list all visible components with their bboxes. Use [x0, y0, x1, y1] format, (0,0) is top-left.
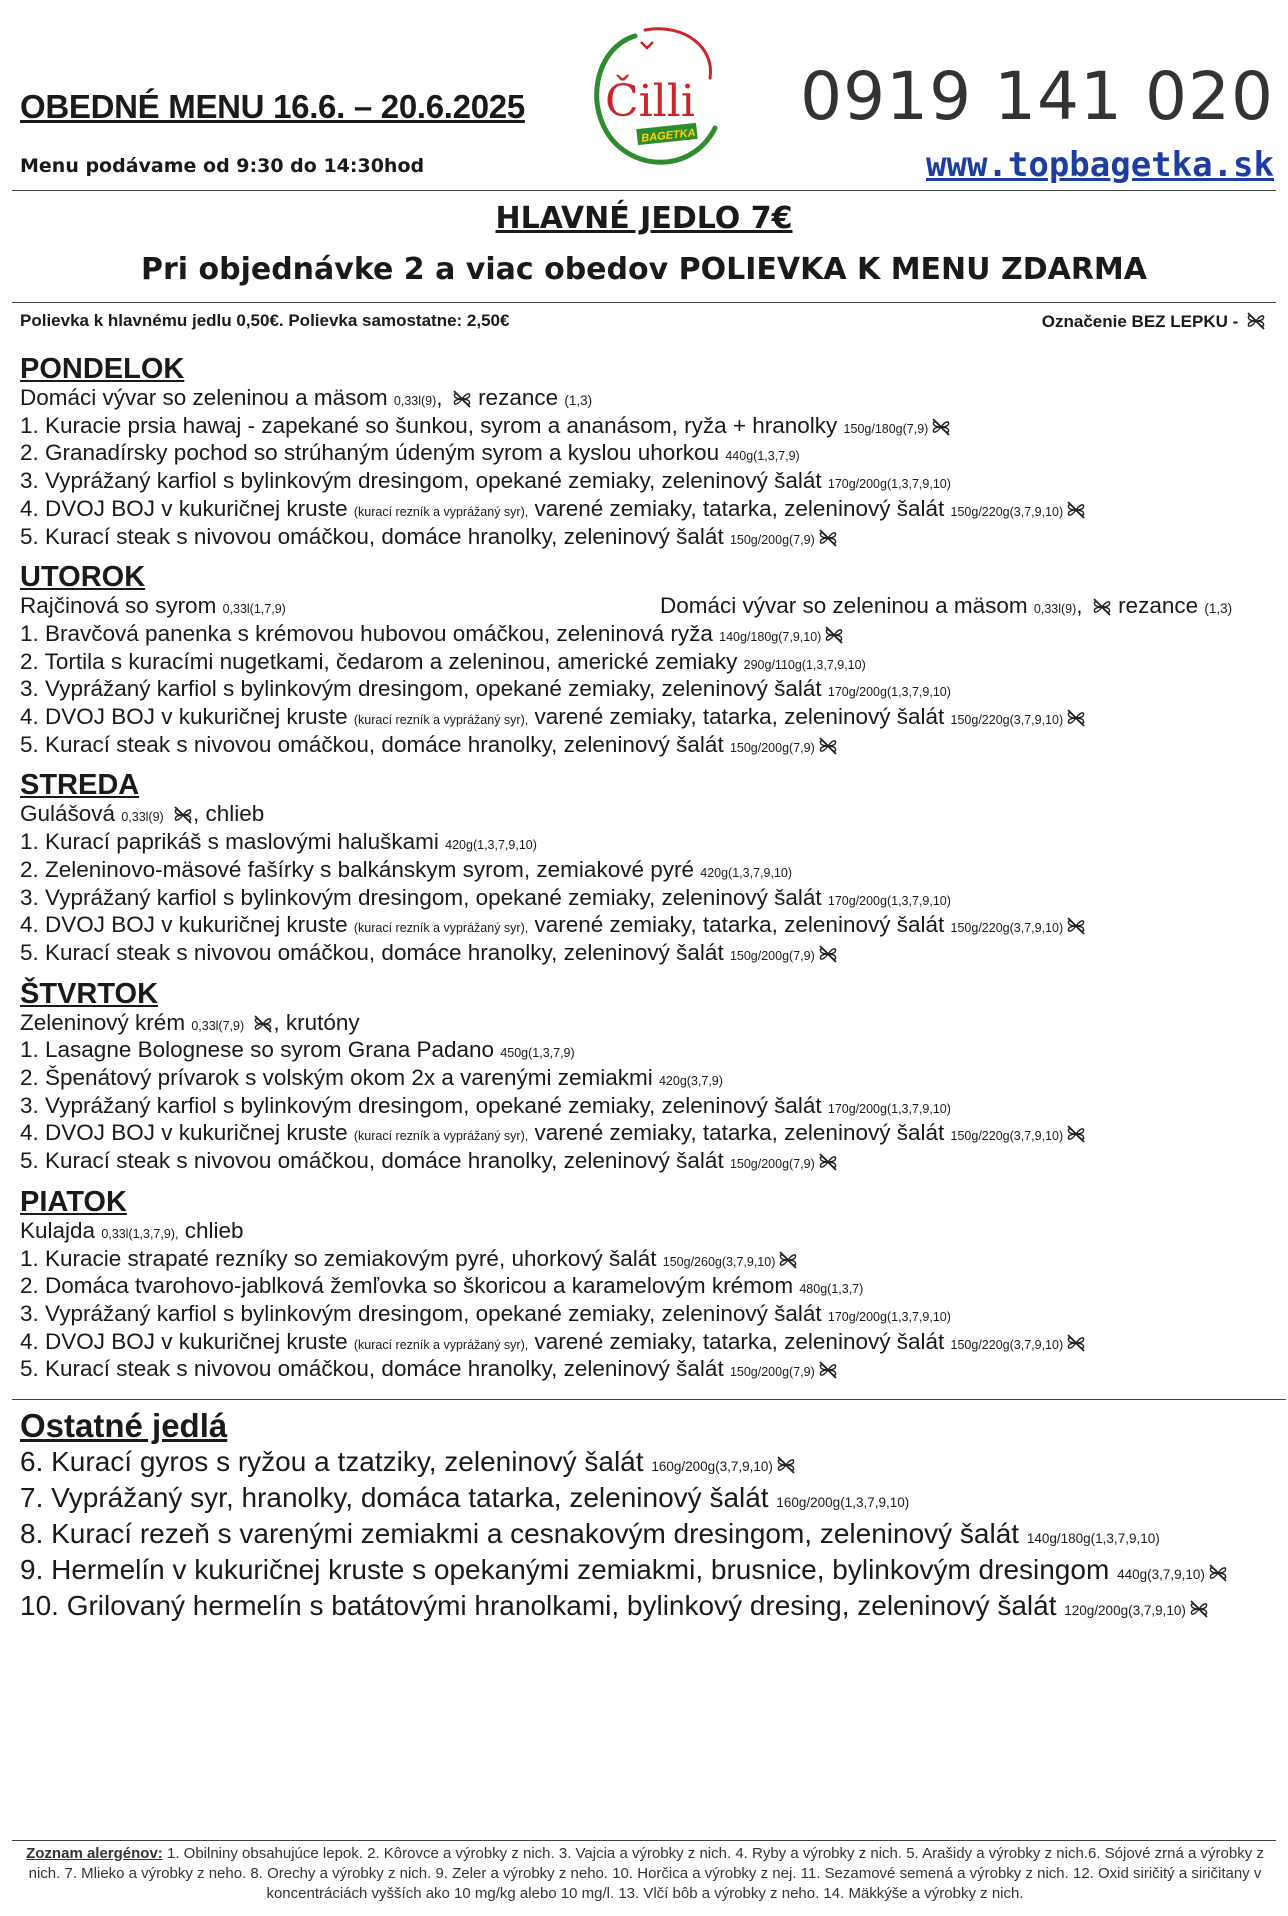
- menu-item: [20, 1247, 1270, 1275]
- allergen-weight-note: 440g(1,3,7,9): [725, 449, 800, 464]
- allergen-weight-note: 150g/220g(3,7,9,10): [950, 921, 1064, 936]
- logo-sub: BAGETKA: [640, 127, 697, 145]
- other-dish-item: [20, 1482, 1270, 1518]
- allergen-weight-note: 420g(1,3,7,9,10): [445, 838, 537, 853]
- dish-text: 5. Kurací steak s nivovou omáčkou, domáce hranolky, zeleninový šalát: [20, 523, 730, 549]
- dish-text: chlieb: [178, 1217, 244, 1243]
- allergen-weight-note: 170g/200g(1,3,7,9,10): [827, 1309, 951, 1324]
- day-heading: UTOROK: [20, 561, 146, 594]
- allergen-weight-note: 420g(3,7,9): [658, 1074, 723, 1089]
- gluten-free-icon: [253, 1014, 273, 1034]
- menu-item: [20, 913, 1270, 941]
- soup-row: [20, 1219, 1270, 1247]
- menu-item: [20, 469, 1270, 497]
- dish-text: 3. Vyprážaný karfiol s bylinkovým dresingom, opekané zemiaky, zeleninový šalát: [20, 1092, 828, 1118]
- dish-text: , krutóny: [273, 1009, 360, 1035]
- gluten-free-icon: [776, 1455, 796, 1475]
- gluten-free-icon: [1189, 1599, 1209, 1619]
- allergen-weight-note: 0,33l(1,3,7,9),: [101, 1226, 179, 1241]
- menu-item: [20, 622, 1270, 650]
- dish-text: 1. Kuracie strapaté rezníky so zemiakovým pyré, uhorkový šalát: [20, 1245, 663, 1271]
- dish-text: 5. Kurací steak s nivovou omáčkou, domáce hranolky, zeleninový šalát: [20, 1148, 730, 1174]
- dish-text: 4. DVOJ BOJ v kukuričnej kruste: [20, 1120, 354, 1146]
- dish-text: 10. Grilovaný hermelín s batátovými hranolkami, bylinkový dresing, zeleninový šalát: [20, 1590, 1065, 1622]
- soup-row: [20, 802, 1270, 830]
- divider: [12, 1399, 1286, 1400]
- website-link[interactable]: www.topbagetka.sk: [926, 145, 1274, 185]
- day-heading: PIATOK: [20, 1185, 127, 1218]
- other-dishes-list: [20, 1446, 1270, 1626]
- day-section: [20, 768, 1270, 968]
- dish-text: 8. Kurací rezeň s varenými zemiakmi a cesnakovým dresingom, zeleninový šalát: [20, 1518, 1027, 1550]
- soup-prices: Polievka k hlavnému jedlu 0,50€. Polievka samostatne: 2,50€: [20, 311, 510, 330]
- dish-text: 3. Vyprážaný karfiol s bylinkovým dresingom, opekané zemiaky, zeleninový šalát: [20, 468, 828, 494]
- allergen-weight-note: 170g/200g(1,3,7,9,10): [827, 1101, 951, 1116]
- allergen-weight-note: 170g/200g(1,3,7,9,10): [827, 685, 951, 700]
- gluten-free-icon: [818, 736, 838, 756]
- day-section: [20, 560, 1270, 760]
- menu-item: [20, 414, 1270, 442]
- menu-item: [20, 886, 1270, 914]
- dish-text: 4. DVOJ BOJ v kukuričnej kruste: [20, 912, 354, 938]
- allergen-weight-note: 440g(3,7,9,10): [1117, 1567, 1205, 1583]
- allergen-weight-note: 0,33l(7,9): [191, 1018, 245, 1033]
- dish-text: 1. Bravčová panenka s krémovou hubovou omáčkou, zeleninová ryža: [20, 620, 720, 646]
- cilli-logo: [575, 18, 735, 178]
- dish-text: rezance: [471, 385, 565, 410]
- gluten-free-icon: [1246, 311, 1266, 331]
- allergen-weight-note: 150g/180g(7,9): [843, 421, 929, 436]
- day-sections: [20, 352, 1270, 1385]
- allergen-weight-note: 420g(1,3,7,9,10): [700, 865, 792, 880]
- dish-text: 1. Kuracie prsia hawaj - zapekané so šunkou, syrom a ananásom, ryža + hranolky: [20, 412, 844, 438]
- allergen-weight-note: (kurací rezník a vyprážaný syr),: [353, 713, 529, 728]
- dish-text: Rajčinová so syrom: [20, 593, 223, 619]
- menu-item: [20, 1330, 1270, 1358]
- menu-item: [20, 677, 1270, 705]
- allergen-weight-note: 140g/180g(7,9,10): [719, 629, 822, 644]
- dish-text: 3. Vyprážaný karfiol s bylinkovým dresingom, opekané zemiaky, zeleninový šalát: [20, 676, 828, 702]
- dish-text: 2. Granadírsky pochod so strúhaným údeným syrom a kyslou uhorkou: [20, 440, 726, 466]
- dish-text: 1. Lasagne Bolognese so syrom Grana Padano: [20, 1037, 501, 1063]
- dish-text: ,: [436, 385, 449, 410]
- menu-item: [20, 1302, 1270, 1330]
- allergen-weight-note: 150g/220g(3,7,9,10): [950, 713, 1064, 728]
- allergen-weight-note: 0,33l(9): [121, 810, 164, 825]
- allergen-label: Zoznam alergénov:: [26, 1845, 163, 1862]
- gluten-free-icon: [452, 389, 472, 409]
- allergen-weight-note: 170g/200g(1,3,7,9,10): [827, 893, 951, 908]
- dish-text: 1. Kurací paprikáš s maslovými haluškami: [20, 829, 446, 855]
- allergen-weight-note: 150g/200g(7,9): [729, 740, 815, 755]
- other-dish-item: [20, 1446, 1270, 1482]
- dish-text: 2. Zeleninovo-mäsové fašírky s balkánskym syrom, zemiakové pyré: [20, 856, 701, 882]
- soup-item: [20, 593, 286, 618]
- menu-title: OBEDNÉ MENU 16.6. – 20.6.2025: [20, 88, 525, 125]
- allergen-weight-note: 480g(1,3,7): [799, 1282, 864, 1297]
- allergen-weight-note: 0,33l(9): [1033, 602, 1077, 617]
- soup-item: [20, 1010, 360, 1035]
- allergen-weight-note: (1,3): [564, 393, 593, 408]
- allergen-weight-note: 160g/200g(3,7,9,10): [651, 1459, 773, 1475]
- menu-item: [20, 1274, 1270, 1302]
- dish-text: ,: [1076, 593, 1089, 619]
- dish-text: 4. DVOJ BOJ v kukuričnej kruste: [20, 704, 354, 730]
- soup-item: [20, 801, 264, 826]
- dish-text: 4. DVOJ BOJ v kukuričnej kruste: [20, 1328, 354, 1354]
- menu-item: [20, 1149, 1270, 1177]
- soup-item: [20, 385, 592, 410]
- serving-hours: Menu podávame od 9:30 do 14:30hod: [20, 155, 425, 177]
- dish-text: rezance: [1111, 593, 1205, 619]
- divider: [12, 302, 1276, 303]
- other-dish-item: [20, 1554, 1270, 1590]
- gluten-free-icon: [1092, 597, 1112, 617]
- menu-content: [20, 352, 1270, 1626]
- allergen-weight-note: (kurací rezník a vyprážaný syr),: [353, 1129, 529, 1144]
- allergen-weight-note: 450g(1,3,7,9): [500, 1046, 575, 1061]
- menu-item: [20, 497, 1270, 525]
- dish-text: varené zemiaky, tatarka, zeleninový šalát: [528, 1328, 951, 1354]
- allergen-weight-note: 150g/260g(3,7,9,10): [662, 1254, 776, 1269]
- dish-text: varené zemiaky, tatarka, zeleninový šalát: [528, 912, 951, 938]
- dish-text: 5. Kurací steak s nivovou omáčkou, domáce hranolky, zeleninový šalát: [20, 1356, 730, 1382]
- allergen-weight-note: (1,3): [1204, 601, 1233, 617]
- day-section: [20, 1185, 1270, 1385]
- dish-text: 3. Vyprážaný karfiol s bylinkovým dresingom, opekané zemiaky, zeleninový šalát: [20, 884, 828, 910]
- dish-text: Gulášová: [20, 801, 122, 827]
- menu-item: [20, 1066, 1270, 1094]
- other-dish-item: [20, 1590, 1270, 1626]
- phone-number: 0919 141 020: [800, 58, 1274, 135]
- dish-text: 4. DVOJ BOJ v kukuričnej kruste: [20, 495, 354, 521]
- allergen-weight-note: 170g/200g(1,3,7,9,10): [827, 477, 951, 492]
- dish-text: 6. Kurací gyros s ryžou a tzatziky, zeleninový šalát: [20, 1446, 652, 1478]
- other-dishes-title: Ostatné jedlá: [20, 1407, 228, 1445]
- dish-text: 5. Kurací steak s nivovou omáčkou, domáce hranolky, zeleninový šalát: [20, 731, 730, 757]
- day-heading: STREDA: [20, 769, 140, 802]
- dish-text: varené zemiaky, tatarka, zeleninový šalát: [528, 704, 951, 730]
- allergen-weight-note: 120g/200g(3,7,9,10): [1064, 1603, 1186, 1619]
- menu-item: [20, 1121, 1270, 1149]
- gluten-free-icon: [818, 944, 838, 964]
- day-heading: ŠTVRTOK: [20, 977, 159, 1010]
- dish-text: Zeleninový krém: [20, 1009, 192, 1035]
- dish-text: varené zemiaky, tatarka, zeleninový šalát: [528, 1120, 951, 1146]
- menu-item: [20, 1357, 1270, 1385]
- allergen-weight-note: 140g/180g(1,3,7,9,10): [1026, 1531, 1160, 1547]
- allergen-weight-note: 0,33l(1,7,9): [222, 602, 286, 617]
- gluten-free-icon: [173, 805, 193, 825]
- gluten-free-icon: [818, 1360, 838, 1380]
- dish-text: varené zemiaky, tatarka, zeleninový šalát: [528, 495, 951, 521]
- menu-item: [20, 650, 1270, 678]
- gluten-free-icon: [818, 1152, 838, 1172]
- allergen-weight-note: 150g/200g(7,9): [729, 948, 815, 963]
- gluten-free-icon: [818, 528, 838, 548]
- gluten-free-legend: [1042, 311, 1266, 332]
- gluten-free-icon: [1208, 1563, 1228, 1583]
- divider: [12, 190, 1276, 191]
- gluten-free-legend-label: Označenie BEZ LEPKU -: [1041, 312, 1239, 331]
- menu-item: [20, 1094, 1270, 1122]
- menu-item: [20, 705, 1270, 733]
- soup-row: [20, 386, 1270, 414]
- allergen-weight-note: 150g/200g(7,9): [729, 1365, 815, 1380]
- gluten-free-icon: [1066, 916, 1086, 936]
- soup-row: [20, 594, 1270, 622]
- logo-text: Čilli: [605, 76, 695, 127]
- dish-text: , chlieb: [192, 801, 265, 827]
- allergen-weight-note: 150g/200g(7,9): [729, 532, 815, 547]
- dish-text: 5. Kurací steak s nivovou omáčkou, domáce hranolky, zeleninový šalát: [20, 939, 730, 965]
- dish-text: 3. Vyprážaný karfiol s bylinkovým dresingom, opekané zemiaky, zeleninový šalát: [20, 1300, 828, 1326]
- menu-item: [20, 1038, 1270, 1066]
- main-price-banner: HLAVNÉ JEDLO 7€: [495, 201, 793, 236]
- allergen-weight-note: (kurací rezník a vyprážaný syr),: [353, 504, 529, 519]
- dish-text: 7. Vyprážaný syr, hranolky, domáca tatarka, zeleninový šalát: [20, 1482, 777, 1514]
- dish-text: 2. Tortila s kuracími nugetkami, čedarom a zeleninou, americké zemiaky: [20, 648, 744, 674]
- menu-item: [20, 941, 1270, 969]
- dish-text: Domáci vývar so zeleninou a mäsom: [20, 385, 394, 410]
- soup-item: [660, 594, 1232, 622]
- allergen-weight-note: 0,33l(9): [393, 394, 437, 408]
- allergen-weight-note: 150g/200g(7,9): [729, 1157, 815, 1172]
- dish-text: 9. Hermelín v kukuričnej kruste s opekanými zemiakmi, brusnice, bylinkovým dresingom: [20, 1554, 1118, 1586]
- dish-text: Kulajda: [20, 1217, 102, 1243]
- divider: [12, 1840, 1276, 1841]
- allergen-list: [20, 1844, 1270, 1904]
- allergen-text: 1. Obilniny obsahujúce lepok. 2. Kôrovce a výrobky z nich. 3. Vajcia a výrobky z nich. 4. Ryby a výrobky z nich. 5. Arašidy a výrobky z nich.6. Sójové zrná a výrobky z nich. 7. Mlieko a výrobky z neho. 8. Orechy a výrobky z nich. 9. Zeler a výrobky z neho. 10. Horčica a výrobky z nej. 11. Sezamové semená a výrobky z nich. 12. Oxid siričitý a siričitany v koncentráciách vyšších ako 10 mg/kg alebo 10 mg/l. 13. Vlčí bôb a výrobky z neho. 14. Mäkkýše a výrobky z nich.: [28, 1845, 1264, 1902]
- soup-row: [20, 1011, 1270, 1039]
- promo-banner: Pri objednávke 2 a viac obedov POLIEVKA K MENU ZDARMA: [140, 252, 1147, 287]
- dish-text: 2. Špenátový prívarok s volským okom 2x a varenými zemiakmi: [20, 1065, 659, 1091]
- gluten-free-icon: [824, 625, 844, 645]
- gluten-free-icon: [1066, 708, 1086, 728]
- menu-item: [20, 733, 1270, 761]
- dish-text: [244, 1010, 250, 1035]
- day-heading: PONDELOK: [20, 353, 185, 385]
- gluten-free-icon: [1066, 1124, 1086, 1144]
- menu-item: [20, 830, 1270, 858]
- menu-item: [20, 525, 1270, 553]
- day-section: [20, 352, 1270, 552]
- allergen-weight-note: 150g/220g(3,7,9,10): [950, 504, 1064, 519]
- gluten-free-icon: [1066, 1333, 1086, 1353]
- dish-text: Domáci vývar so zeleninou a mäsom: [660, 593, 1034, 619]
- dish-text: 2. Domáca tvarohovo-jablková žemľovka so škoricou a karamelovým krémom: [20, 1273, 800, 1299]
- soup-item: [20, 1218, 244, 1243]
- allergen-weight-note: (kurací rezník a vyprážaný syr),: [353, 1337, 529, 1352]
- menu-item: [20, 858, 1270, 886]
- gluten-free-icon: [778, 1250, 798, 1270]
- other-dish-item: [20, 1518, 1270, 1554]
- dish-text: [164, 801, 170, 826]
- allergen-weight-note: 150g/220g(3,7,9,10): [950, 1129, 1064, 1144]
- day-section: [20, 977, 1270, 1177]
- allergen-weight-note: 290g/110g(1,3,7,9,10): [743, 657, 866, 672]
- allergen-weight-note: 160g/200g(1,3,7,9,10): [776, 1495, 910, 1511]
- allergen-weight-note: 150g/220g(3,7,9,10): [950, 1337, 1064, 1352]
- menu-item: [20, 441, 1270, 469]
- gluten-free-icon: [931, 417, 951, 437]
- gluten-free-icon: [1066, 500, 1086, 520]
- allergen-weight-note: (kurací rezník a vyprážaný syr),: [353, 921, 529, 936]
